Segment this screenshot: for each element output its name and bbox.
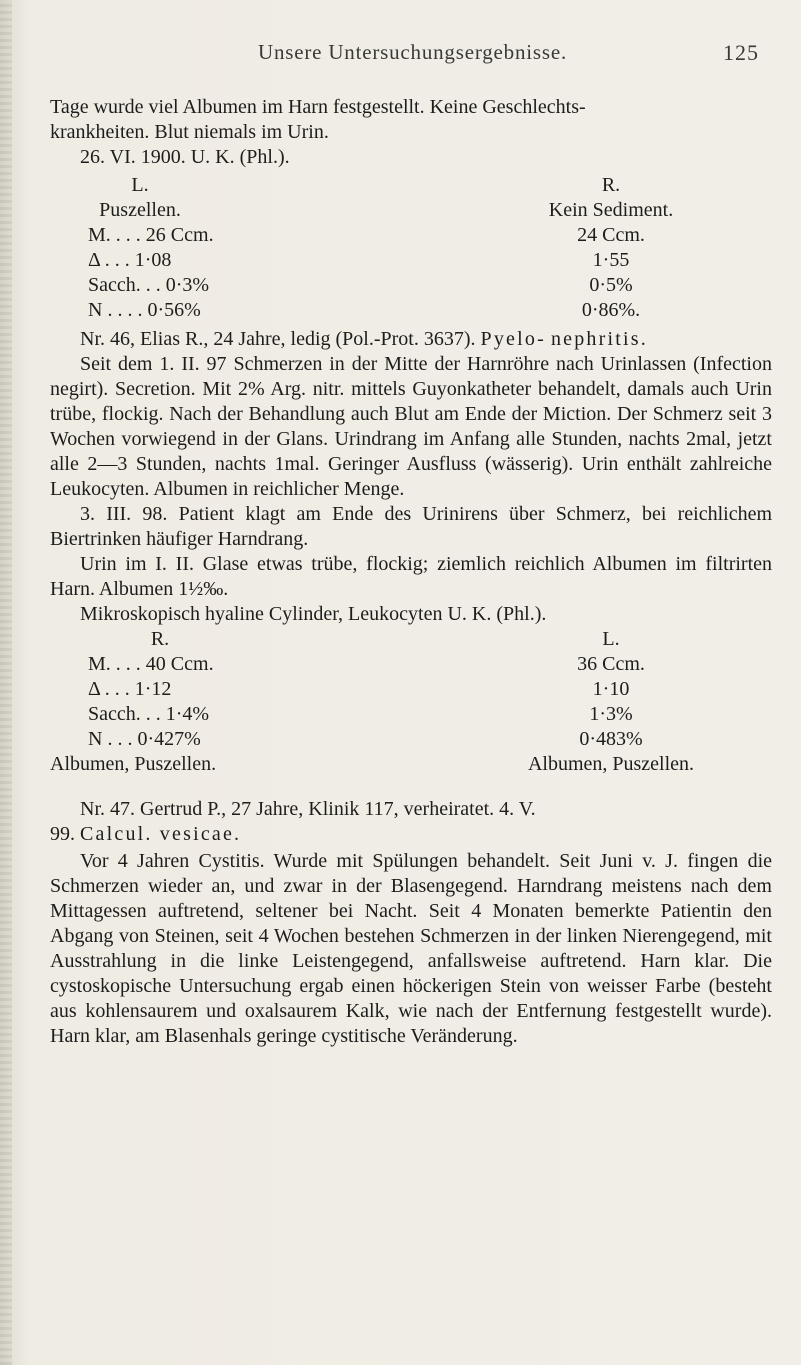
table1-row: M. . . . 26 Ccm.: [88, 224, 214, 246]
table1-row: Sacch. . . 0·3%: [88, 274, 210, 296]
table1-row-right: 0·86%.: [581, 299, 641, 321]
table2-row-right: 36 Ccm.: [577, 653, 645, 675]
case-46-paragraph-4: Mikroskopisch hyaline Cylinder, Leukocyten U. K. (Phl.).: [80, 603, 547, 625]
intro-line-2: krankheiten. Blut niemals im Urin.: [50, 121, 329, 143]
table1-row-right: 0·5%: [589, 274, 633, 296]
case-46-paragraph-1: Seit dem 1. II. 97 Schmerzen in der Mitte der Harnröhre nach Urinlassen (Infection negirt). Secretion. Mit 2% Arg. nitr. mittels Guyonkatheter behandelt, damals auch Urin trübe, flockig. Nach der Behandlung auch Blut am Ende der Miction. Der Schmerz seit 3 Wochen vorwiegend in der Glans. Urindrang im Anfang alle Stunden, nachts 2mal, jetzt alle 2—3 Stunden, nachts 1mal. Geringer Ausfluss (wässerig). Urin enthält zahlreiche Leukocyten. Albumen in reichlicher Menge.: [50, 353, 772, 500]
table1-left-header-1: L.: [131, 174, 149, 196]
table1-left-header-2: Puszellen.: [99, 199, 181, 221]
intro-line-3: 26. VI. 1900. U. K. (Phl.).: [80, 146, 290, 168]
table2-right-footer: Albumen, Puszellen.: [527, 753, 695, 775]
case-47-heading: Nr. 47. Gertrud P., 27 Jahre, Klinik 117, verheiratet. 4. V.: [80, 798, 536, 820]
table2-row: M. . . . 40 Ccm.: [88, 653, 214, 675]
case-46-paragraph-3: Urin im I. II. Glase etwas trübe, flockig; ziemlich reichlich Albumen im filtrirten Harn. Albumen 1½‰.: [50, 553, 772, 600]
lab-table-2: [50, 627, 772, 777]
table1-row: Δ . . . 1·08: [88, 249, 172, 271]
table1-row: N . . . . 0·56%: [88, 299, 201, 321]
table2-row-right: 1·10: [592, 678, 630, 700]
table2-row-right: 1·3%: [589, 703, 633, 725]
lab-table-1: [50, 173, 772, 323]
case-46-paragraph-2: 3. III. 98. Patient klagt am Ende des Urinirens über Schmerz, bei reichlichem Biertrinken häufiger Harndrang.: [50, 503, 772, 550]
table2-row: N . . . 0·427%: [88, 728, 201, 750]
case-47-paragraph-1: Vor 4 Jahren Cystitis. Wurde mit Spülungen behandelt. Seit Juni v. J. fingen die Schmerzen wieder an, und zwar in der Blasengegend. Harndrang meistens nach dem Mittagessen auftretend, seltener bei Nacht. Seit 4 Monaten bemerkte Patientin den Abgang von Steinen, seit 4 Wochen bestehen Schmerzen in der linken Nierengegend, mit Ausstrahlung in die linke Leistengegend, anfallsweise auftretend. Harn klar. Die cystoskopische Untersuchung ergab einen höckerigen Stein von weisser Farbe (besteht aus kohlensaurem und oxalsaurem Kalk, wie nach der Entfernung festgestellt wurde). Harn klar, am Blasenhals geringe cystitische Veränderung.: [50, 850, 772, 1047]
page-number: 125: [723, 40, 759, 65]
case-46-heading: Nr. 46, Elias R., 24 Jahre, ledig (Pol.-Prot. 3637). Pyelo- nephritis.: [80, 328, 648, 350]
case-47-diagnosis: 99. Calcul. vesicae.: [50, 823, 242, 845]
intro-line-1: Tage wurde viel Albumen im Harn festgestellt. Keine Geschlechts-: [50, 96, 586, 118]
page-body: [50, 95, 772, 1049]
table2-right-header: L.: [602, 628, 620, 650]
table1-row-right: 24 Ccm.: [577, 224, 645, 246]
table2-left-header: R.: [150, 628, 170, 650]
table2-row-right: 0·483%: [579, 728, 643, 750]
table2-row: Sacch. . . 1·4%: [88, 703, 210, 725]
running-title: Unsere Untersuchungsergebnisse.: [258, 40, 568, 64]
table2-row: Δ . . . 1·12: [88, 678, 172, 700]
page-header: [258, 40, 798, 74]
table1-right-header-1: R.: [601, 174, 621, 196]
table1-right-header-2: Kein Sediment.: [548, 199, 674, 221]
table2-left-footer: Albumen, Puszellen.: [50, 753, 217, 775]
table1-row-right: 1·55: [592, 249, 630, 271]
